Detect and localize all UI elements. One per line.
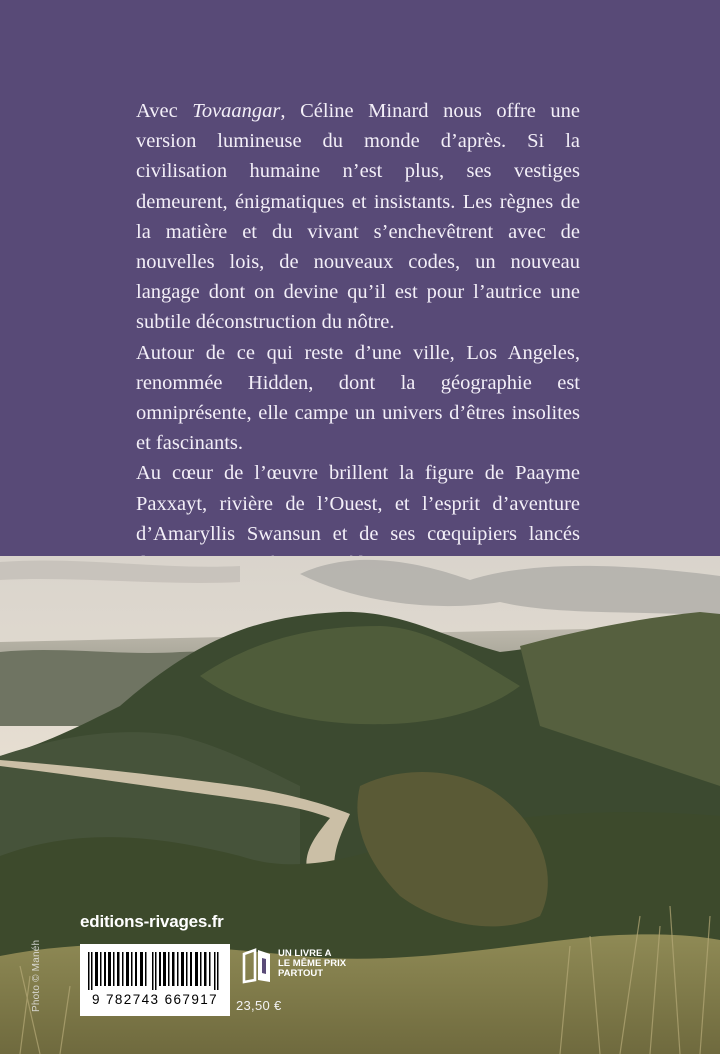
isbn-barcode [80, 944, 230, 1016]
blurb-text: Avec [136, 100, 193, 122]
photo-credit: Photo © Manéh [31, 939, 42, 1012]
blurb-text: , Céline Minard nous offre une version lumineuse du monde d’après. Si la civilisation humaine n’est plus, ses vestiges demeurent, énigmatiques et insistants. Les règnes de la matière et du vivant s’enchevêtrent avec de nouvelles lois, de nouveaux codes, un nouveau langage dont on devine qu’il est pour l’autrice une subtile déconstruction du nôtre. [136, 100, 580, 334]
blurb-paragraph-2: Autour de ce qui reste d’une ville, Los Angeles, renommée Hidden, dont la géographie est omniprésente, elle campe un univers d’êtres insolites et fascinants. [136, 341, 580, 455]
book-price-law-label [278, 949, 346, 979]
isbn-number: 9 782743 667917 [91, 992, 219, 1007]
barcode-icon [88, 952, 222, 990]
price-label: 23,50 € [236, 998, 282, 1013]
blurb-paragraph-1 [136, 96, 580, 338]
label-line: LE MÊME PRIX [278, 958, 347, 969]
book-price-law-logo-icon [240, 948, 274, 984]
blurb-paragraph-3: Au cœur de l’œuvre brillent la figure de Paayme Paxxayt, rivière de l’Ouest, et l’esprit d’aventure d’Amaryllis Swansun et de ses cœquipiers lancés [136, 462, 580, 545]
label-line: UN LIVRE A [278, 948, 332, 959]
label-line: PARTOUT [278, 968, 324, 979]
book-title: Tovaangar [192, 100, 281, 122]
publisher-website[interactable]: editions-rivages.fr [80, 912, 224, 931]
